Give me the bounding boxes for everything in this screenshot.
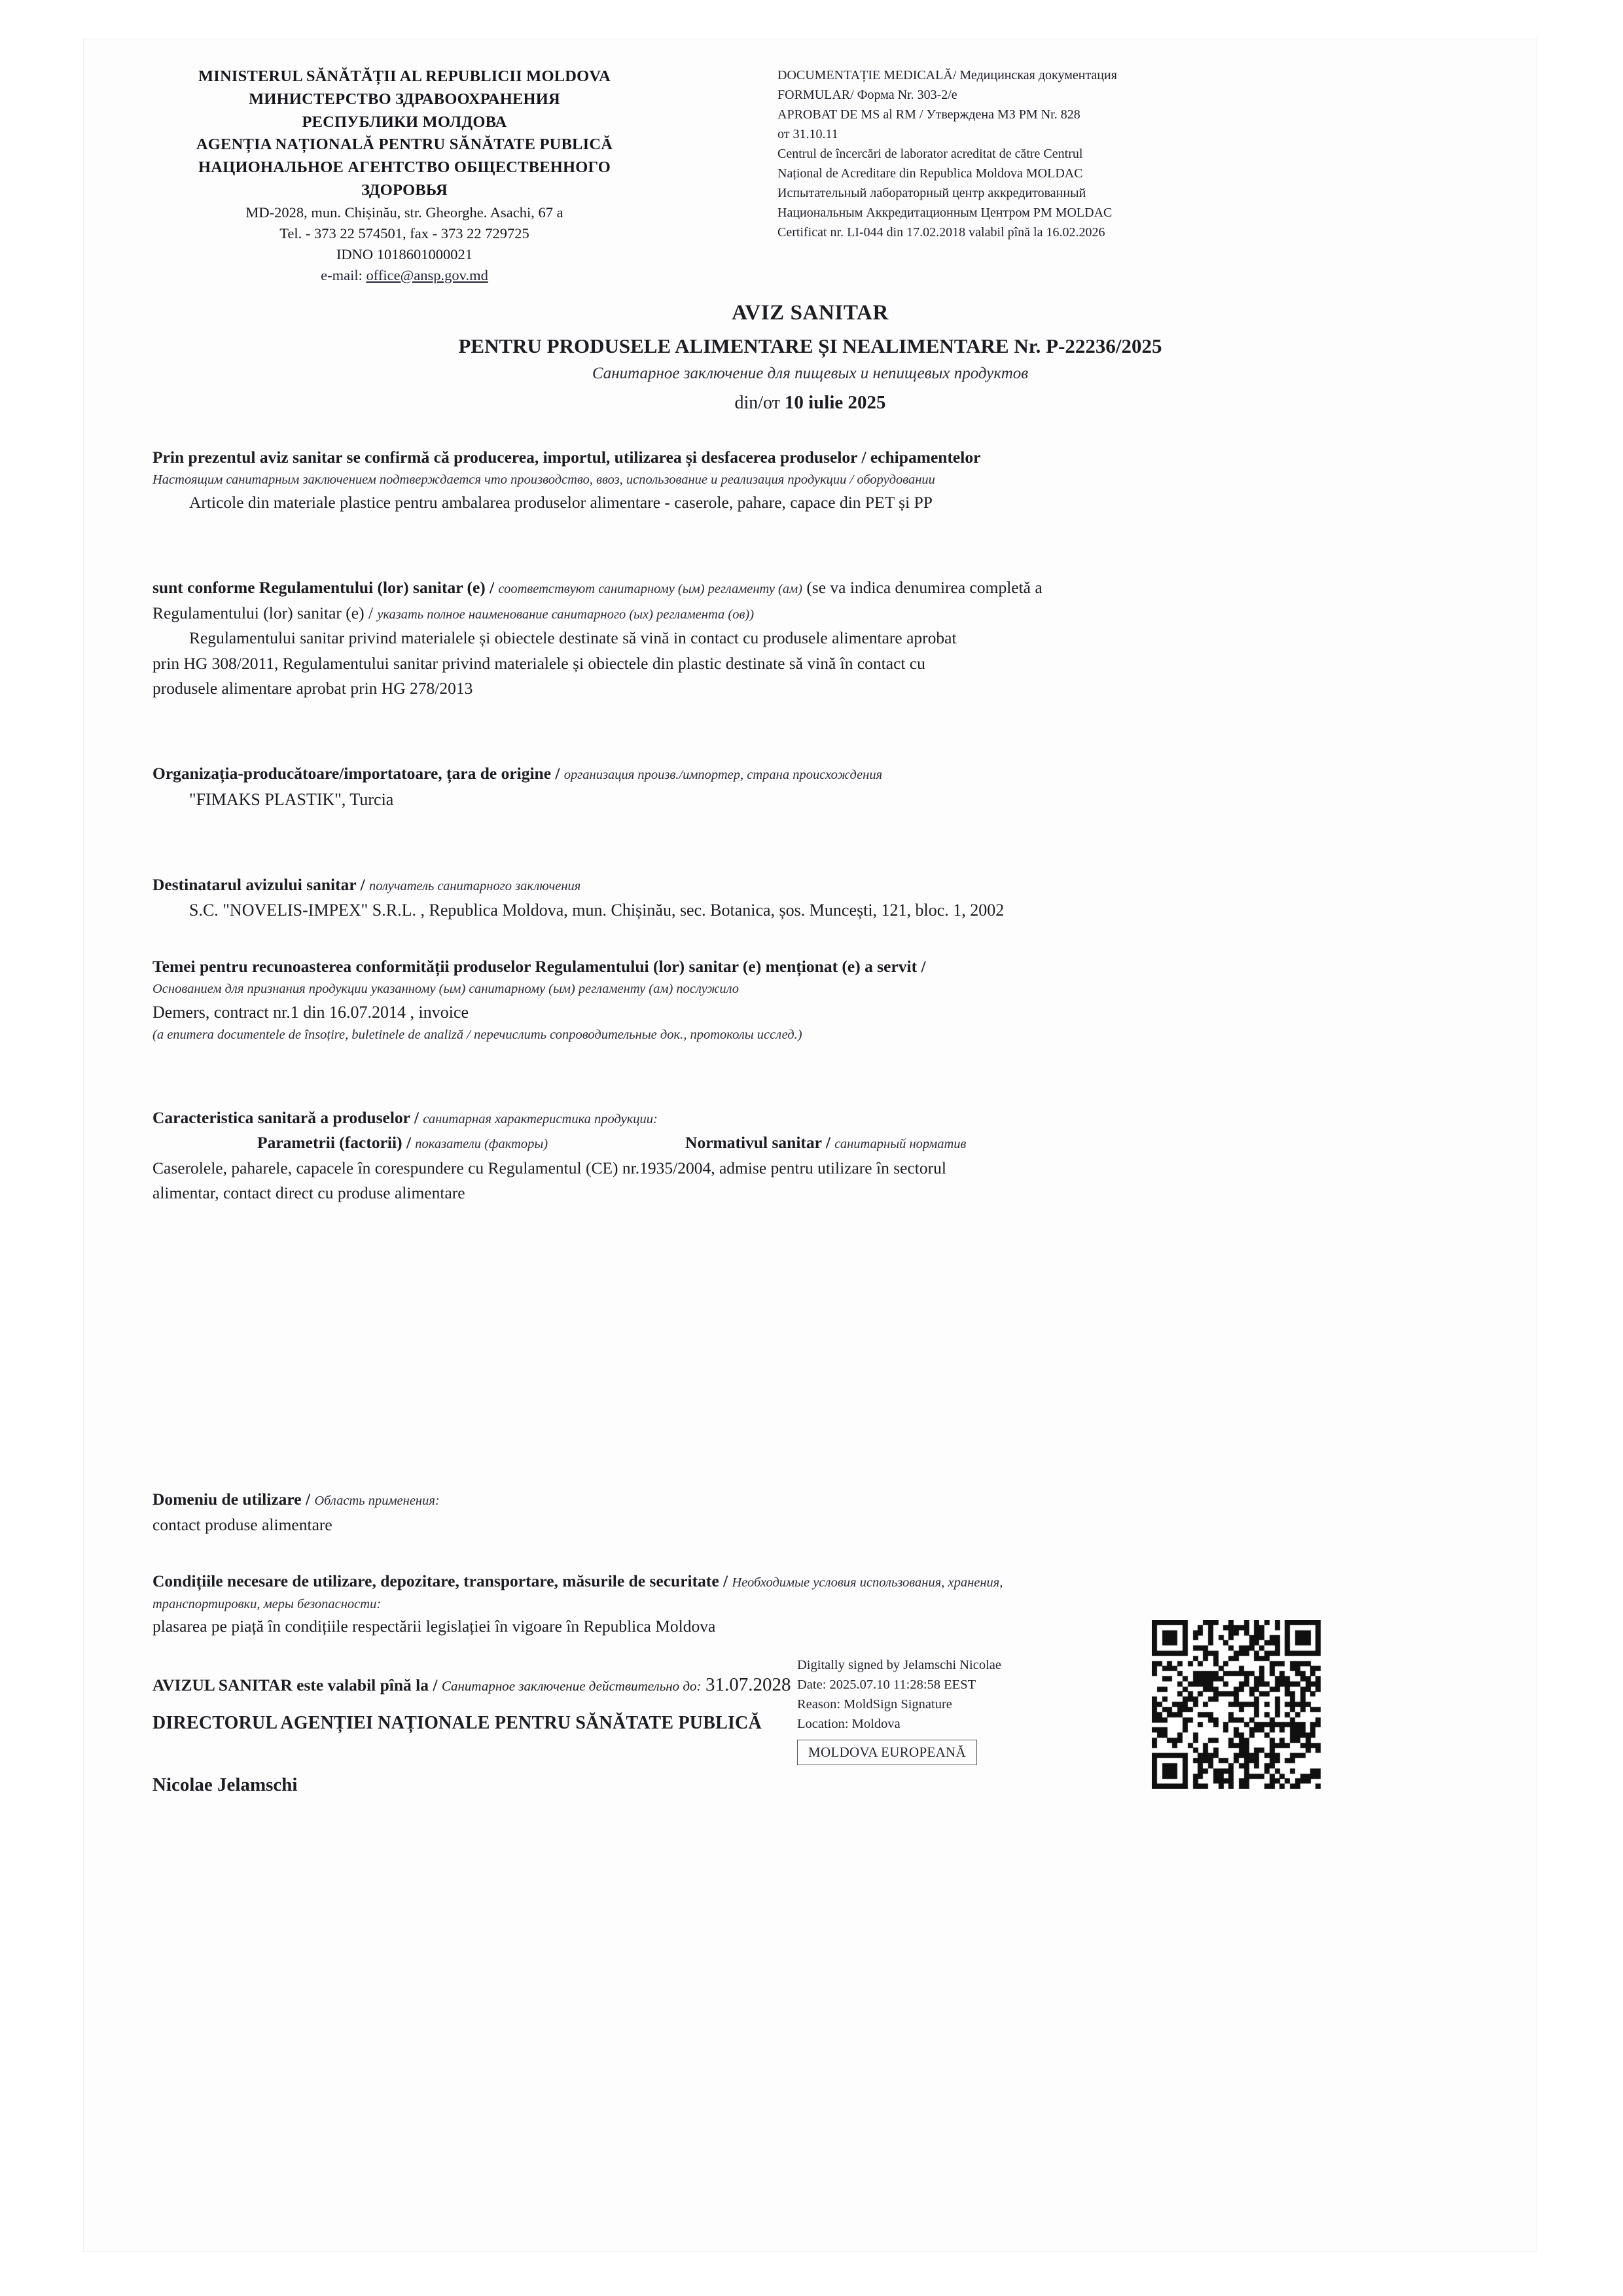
date-value: 10 iulie 2025 — [784, 392, 886, 413]
conformity-label2-ro: Regulamentului (lor) sanitar (e) / — [152, 603, 374, 622]
form-meta-7: Испытательный лабораторный центр аккредитованный — [777, 186, 1086, 200]
form-meta-5: Centrul de încercări de laborator acreditat de către Centrul — [777, 147, 1083, 161]
basis-label-ro: Temei pentru recunoasterea conformității produselor Regulamentului (lor) sanitar (e) menționat (e) a servit / — [152, 957, 926, 976]
recipient-value: S.C. "NOVELIS-IMPEX" S.R.L. , Republica Moldova, mun. Chișinău, sec. Botanica, șos. Muncești, 121, bloc. 1, 2002 — [189, 901, 1005, 920]
form-meta-9: Certificat nr. LI-044 din 17.02.2018 valabil pînă la 16.02.2026 — [777, 225, 1105, 240]
characteristic-label-ro: Caracteristica sanitară a produselor / — [152, 1107, 419, 1127]
norm-header — [685, 1130, 966, 1156]
document-title: AVIZ SANITAR — [732, 301, 889, 325]
document-date-row — [84, 392, 1537, 414]
conformity-tail: (se va indica denumirea completă a — [806, 578, 1043, 598]
issuer-line-3: РЕСПУБЛИКИ МОЛДОВА — [302, 113, 507, 131]
form-meta-2: FORMULAR/ Форма Nr. 303-2/e — [777, 88, 957, 102]
domain-label-ru: Область применения: — [314, 1494, 440, 1509]
confirm-text-ro: Prin prezentul aviz sanitar se confirmă că producerea, importul, utilizarea și desfacerea produselor / echipamentelor — [152, 448, 981, 467]
digital-signature-block — [797, 1656, 1052, 1765]
conditions-row — [152, 1569, 1468, 1594]
issuer-email-row — [143, 265, 666, 286]
conditions-value: plasarea pe piață în condițiile respectării legislației în vigoare în Republica Moldova — [152, 1617, 716, 1636]
characteristic-text-2: alimentar, contact direct cu produse alimentare — [152, 1183, 465, 1202]
title-block — [84, 301, 1537, 414]
regulation-text-2: prin HG 308/2011, Regulamentului sanitar privind materialele și obiectele din plastic destinate să vină în contact cu — [152, 653, 925, 673]
recipient-row — [152, 872, 1468, 898]
parameters-header — [257, 1130, 548, 1156]
characteristic-text-1: Caserolele, paharele, capacele în corespundere cu Regulamentul (CE) nr.1935/2004, admise pentru utilizare în sectorul — [152, 1158, 946, 1177]
conditions-label-ru: Необходимые условия использования, хранения, — [732, 1575, 1003, 1590]
director-name: Nicolae Jelamschi — [152, 1774, 298, 1795]
characteristic-label-ru: санитарная характеристика продукции: — [423, 1111, 658, 1126]
document-subtitle-ro: PENTRU PRODUSELE ALIMENTARE ȘI NEALIMENTARE Nr. P-22236/2025 — [458, 334, 1162, 357]
domain-label-ro: Domeniu de utilizare / — [152, 1490, 311, 1509]
recipient-label-ru: получатель санитарного заключения — [368, 878, 581, 893]
issuer-idno: IDNO 1018601000021 — [336, 245, 473, 262]
product-description: Articole din materiale plastice pentru ambalarea produselor alimentare - caserole, pahare, capace din PET și PP — [189, 493, 933, 512]
norm-label-ru: санитарный норматив — [834, 1137, 967, 1152]
form-meta-8: Национальным Аккредитационным Центром РМ MOLDAC — [777, 206, 1113, 220]
parameters-header-row — [152, 1130, 1468, 1156]
date-label: din/от — [734, 393, 780, 413]
issuer-line-1: MINISTERUL SĂNĂTĂȚII AL REPUBLICII MOLDOVA — [198, 67, 611, 85]
conditions-label-ru2: транспортировки, меры безопасности: — [152, 1596, 382, 1611]
domain-row — [152, 1487, 1468, 1513]
document-subtitle-ru: Санитарное заключение для пищевых и непищевых продуктов — [592, 365, 1029, 382]
parameters-label-ru: показатели (факторы) — [415, 1137, 548, 1152]
issuer-email-label: e-mail: — [321, 266, 363, 283]
conditions-label-ro: Condițiile necesare de utilizare, depozitare, transportare, măsurile de securitate / — [152, 1571, 728, 1590]
issuer-block — [143, 65, 666, 285]
form-meta-6: Național de Acreditare din Republica Moldova MOLDAC — [777, 166, 1083, 181]
producer-label-ro: Organizația-producătoare/importatoare, țara de origine / — [152, 764, 560, 783]
signature-line-4: Location: Moldova — [797, 1716, 901, 1731]
confirm-text-ru: Настоящим санитарным заключением подтверждается что производство, ввоз, использование и реализация продукции / оборудовании — [152, 473, 935, 488]
form-meta-4: от 31.10.11 — [777, 127, 838, 141]
characteristic-row — [152, 1105, 1468, 1131]
validity-date: 31.07.2028 — [705, 1674, 791, 1695]
director-title: DIRECTORUL AGENȚIEI NAȚIONALE PENTRU SĂNĂTATE PUBLICĂ — [152, 1713, 762, 1733]
conformity-label2-ru: указать полное наименование санитарного (ых) регламента (ов)) — [377, 607, 755, 622]
issuer-phone: Tel. - 373 22 574501, fax - 373 22 729725 — [279, 224, 529, 242]
conformity-label-ro: sunt conforme Regulamentului (lor) sanitar (e) / — [152, 578, 495, 598]
signature-line-1: Digitally signed by Jelamschi Nicolae — [797, 1658, 1001, 1672]
issuer-line-6: ЗДОРОВЬЯ — [361, 181, 448, 199]
issuer-line-4: AGENȚIA NAȚIONALĂ PENTRU SĂNĂTATE PUBLICĂ — [196, 135, 613, 154]
producer-value: "FIMAKS PLASTIK", Turcia — [189, 789, 394, 809]
form-meta-block — [777, 65, 1275, 285]
regulation-text-1: Regulamentului sanitar privind materialele și obiectele destinate să vină in contact cu produsele alimentare aprobat — [189, 628, 957, 648]
issuer-address: MD-2028, mun. Chișinău, str. Gheorghe. Asachi, 67 a — [245, 204, 563, 221]
basis-value: Demers, contract nr.1 din 16.07.2014 , invoice — [152, 1003, 469, 1022]
signature-line-2: Date: 2025.07.10 11:28:58 EEST — [797, 1677, 976, 1692]
conformity-line-2 — [152, 601, 1468, 626]
issuer-line-2: МИНИСТЕРСТВО ЗДРАВООХРАНЕНИЯ — [249, 90, 560, 108]
document-header — [84, 65, 1537, 285]
producer-label-ru: организация произв./импортер, страна происхождения — [563, 768, 883, 782]
qr-code-icon — [1152, 1620, 1321, 1789]
recipient-label-ro: Destinatarul avizului sanitar / — [152, 874, 365, 894]
signature-stamp: MOLDOVA EUROPEANĂ — [797, 1740, 977, 1766]
document-sheet — [84, 39, 1537, 2251]
validity-label-ru: Санитарное заключение действительно до: — [441, 1677, 702, 1694]
regulation-text-3: produsele alimentare aprobat prin HG 278/2013 — [152, 678, 473, 698]
issuer-email[interactable]: office@ansp.gov.md — [366, 266, 488, 283]
validity-label-ro: AVIZUL SANITAR este valabil pînă la / — [152, 1675, 438, 1695]
form-meta-3: APROBAT DE MS al RM / Утверждена МЗ РМ Nr. 828 — [777, 107, 1080, 122]
issuer-line-5: НАЦИОНАЛЬНОЕ АГЕНТСТВО ОБЩЕСТВЕННОГО — [198, 158, 611, 177]
parameters-label-ro: Parametrii (factorii) / — [257, 1133, 412, 1153]
conformity-line-1 — [152, 575, 1468, 601]
signature-line-3: Reason: MoldSign Signature — [797, 1696, 952, 1712]
basis-label-ru: Основанием для признания продукции указанному (ым) санитарному (ым) регламенту (ам) послужило — [152, 982, 740, 997]
form-meta-1: DOCUMENTAȚIE MEDICALĂ/ Медицинская документация — [777, 68, 1117, 82]
domain-value: contact produse alimentare — [152, 1515, 332, 1534]
producer-row — [152, 761, 1468, 787]
basis-note: (a enumera documentele de însoțire, buletinele de analiză / перечислить сопроводительные док., протоколы исслед.) — [152, 1028, 802, 1042]
conformity-label-ru: соответствуют санитарному (ым) регламенту (ам) — [498, 582, 803, 597]
document-body — [152, 445, 1468, 1800]
norm-label-ro: Normativul sanitar / — [685, 1133, 830, 1153]
